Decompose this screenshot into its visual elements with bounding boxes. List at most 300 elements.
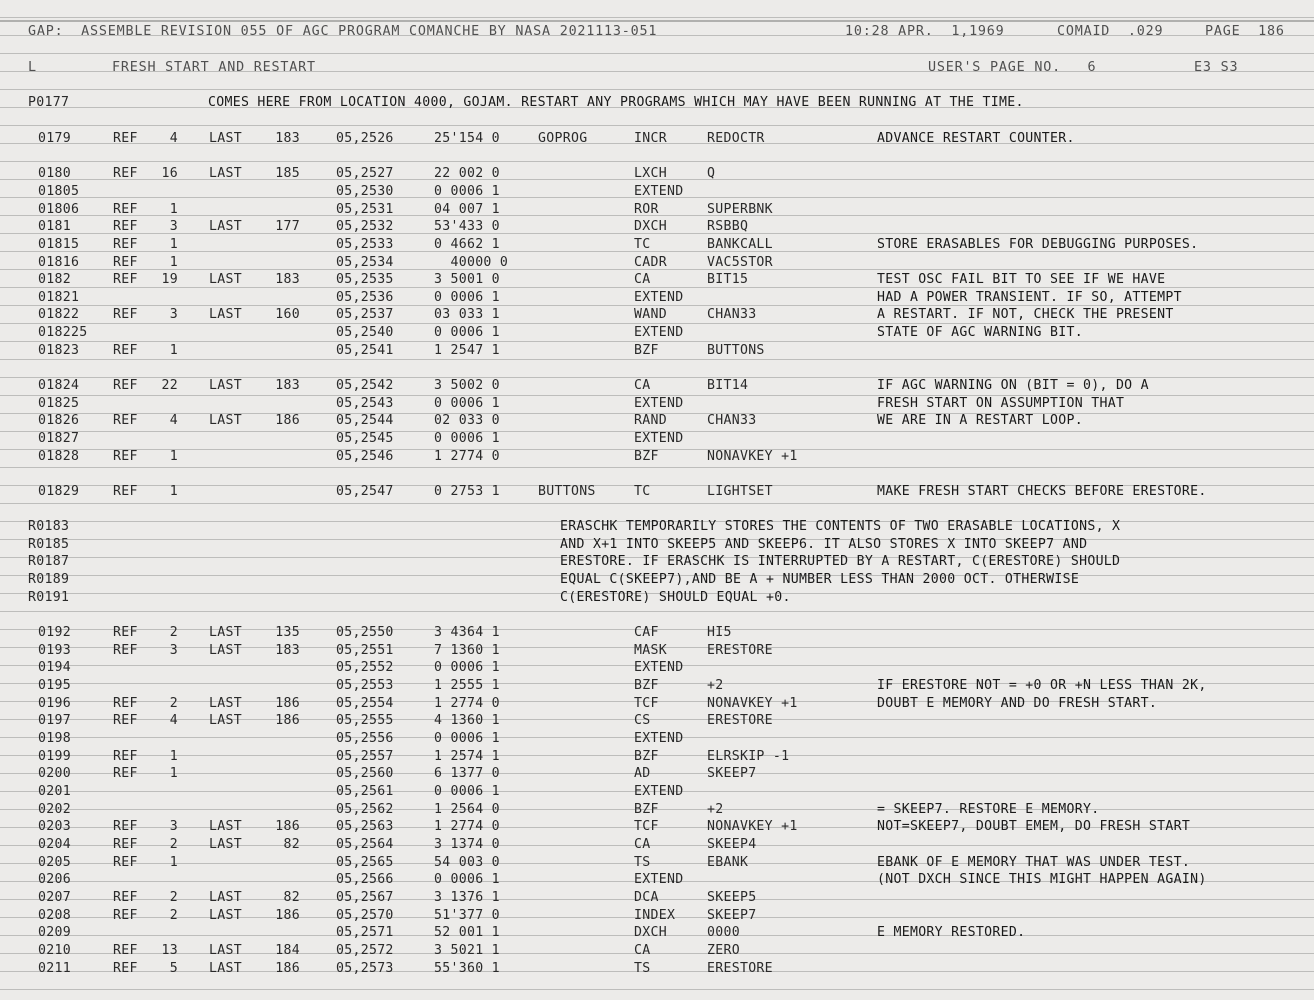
comment: WE ARE IN A RESTART LOOP. [877,413,1083,428]
octal-value: 25'154 0 [434,131,500,146]
octal-value: 4 1360 1 [434,713,500,728]
operand: REDOCTR [707,131,765,146]
operand: BIT15 [707,272,749,287]
last-keyword: LAST [209,908,242,923]
remark-id: R0191 [28,590,70,605]
opcode: CAF [634,625,659,640]
line-number: 01826 [38,413,80,428]
ref-count: 1 [169,237,178,252]
operand: NONAVKEY +1 [707,449,798,464]
opcode: CA [634,272,651,287]
operand: SKEEP7 [707,908,757,923]
opcode: BZF [634,449,659,464]
last-number: 183 [275,643,300,658]
address: 05,2573 [336,961,394,976]
address: 05,2543 [336,396,394,411]
ref-keyword: REF [113,166,138,181]
octal-value: 0 0006 1 [434,731,500,746]
address: 05,2564 [336,837,394,852]
last-keyword: LAST [209,890,242,905]
comment: EBANK OF E MEMORY THAT WAS UNDER TEST. [877,855,1191,870]
ref-count: 1 [169,766,178,781]
line-number: 0197 [38,713,71,728]
octal-value: 53'433 0 [434,219,500,234]
operand: VAC5STOR [707,255,773,270]
address: 05,2534 [336,255,394,270]
ref-count: 4 [169,713,178,728]
line-number: 01821 [38,290,80,305]
operand: CHAN33 [707,413,757,428]
octal-value: 1 2555 1 [434,678,500,693]
opcode: TCF [634,696,659,711]
last-keyword: LAST [209,819,242,834]
line-number: 0208 [38,908,71,923]
comment: HAD A POWER TRANSIENT. IF SO, ATTEMPT [877,290,1182,305]
address: 05,2547 [336,484,394,499]
operand: SKEEP4 [707,837,757,852]
ref-count: 2 [169,625,178,640]
address: 05,2545 [336,431,394,446]
paper-fold [0,20,1314,22]
address: 05,2561 [336,784,394,799]
address: 05,2572 [336,943,394,958]
last-keyword: LAST [209,643,242,658]
opcode: BZF [634,678,659,693]
operand: +2 [707,678,724,693]
last-number: 186 [275,413,300,428]
last-keyword: LAST [209,378,242,393]
octal-value: 0 0006 1 [434,184,500,199]
comment: MAKE FRESH START CHECKS BEFORE ERESTORE. [877,484,1207,499]
address: 05,2556 [336,731,394,746]
address: 05,2553 [336,678,394,693]
octal-value: 03 033 1 [434,307,500,322]
opcode: ROR [634,202,659,217]
ref-count: 1 [169,255,178,270]
comment: A RESTART. IF NOT, CHECK THE PRESENT [877,307,1174,322]
line-number: 0199 [38,749,71,764]
last-number: 183 [275,272,300,287]
last-number: 82 [283,837,300,852]
last-number: 177 [275,219,300,234]
last-number: 186 [275,961,300,976]
address: 05,2552 [336,660,394,675]
ref-keyword: REF [113,343,138,358]
ref-keyword: REF [113,855,138,870]
last-number: 186 [275,819,300,834]
ref-keyword: REF [113,131,138,146]
octal-value: 7 1360 1 [434,643,500,658]
octal-value: 0 4662 1 [434,237,500,252]
octal-value: 3 5002 0 [434,378,500,393]
line-number: 01825 [38,396,80,411]
line-number: 0207 [38,890,71,905]
remark-id: R0187 [28,554,70,569]
opcode: BZF [634,749,659,764]
last-keyword: LAST [209,219,242,234]
line-number: 01829 [38,484,80,499]
operand: EBANK [707,855,749,870]
ref-keyword: REF [113,449,138,464]
octal-value: 1 2774 0 [434,696,500,711]
octal-value: 1 2564 0 [434,802,500,817]
ref-keyword: REF [113,713,138,728]
last-number: 183 [275,378,300,393]
line-number: 01816 [38,255,80,270]
line-number: 01827 [38,431,80,446]
remark-text: AND X+1 INTO SKEEP5 AND SKEEP6. IT ALSO STORES X INTO SKEEP7 AND [560,537,1088,552]
octal-value: 1 2547 1 [434,343,500,358]
opcode: TC [634,484,651,499]
symbol-label: BUTTONS [538,484,596,499]
ref-count: 1 [169,484,178,499]
ref-count: 2 [169,890,178,905]
address: 05,2533 [336,237,394,252]
remark-id: R0183 [28,519,70,534]
octal-value: 0 0006 1 [434,660,500,675]
ref-keyword: REF [113,696,138,711]
address: 05,2544 [336,413,394,428]
last-number: 186 [275,908,300,923]
address: 05,2563 [336,819,394,834]
opcode: LXCH [634,166,667,181]
comment: TEST OSC FAIL BIT TO SEE IF WE HAVE [877,272,1166,287]
header-comaid: COMAID .029 [1057,24,1164,39]
comment: IF ERESTORE NOT = +0 OR +N LESS THAN 2K, [877,678,1207,693]
symbol-label: GOPROG [538,131,588,146]
octal-value: 54 003 0 [434,855,500,870]
line-number: 0198 [38,731,71,746]
intro-text: COMES HERE FROM LOCATION 4000, GOJAM. RESTART ANY PROGRAMS WHICH MAY HAVE BEEN RUNNING AT THE TIME. [208,95,1024,110]
ref-keyword: REF [113,237,138,252]
octal-value: 3 1376 1 [434,890,500,905]
ref-keyword: REF [113,272,138,287]
ref-keyword: REF [113,943,138,958]
operand: ZERO [707,943,740,958]
ref-keyword: REF [113,643,138,658]
opcode: EXTEND [634,396,684,411]
address: 05,2540 [336,325,394,340]
address: 05,2546 [336,449,394,464]
octal-value: 0 0006 1 [434,325,500,340]
octal-value: 1 2774 0 [434,819,500,834]
line-number: 0195 [38,678,71,693]
opcode: DCA [634,890,659,905]
opcode: TS [634,855,651,870]
remark-text: ERESTORE. IF ERASCHK IS INTERRUPTED BY A RESTART, C(ERESTORE) SHOULD [560,554,1121,569]
opcode: AD [634,766,651,781]
comment: FRESH START ON ASSUMPTION THAT [877,396,1125,411]
operand: ELRSKIP -1 [707,749,790,764]
comment: DOUBT E MEMORY AND DO FRESH START. [877,696,1158,711]
address: 05,2537 [336,307,394,322]
comment: = SKEEP7. RESTORE E MEMORY. [877,802,1100,817]
address: 05,2551 [336,643,394,658]
last-keyword: LAST [209,131,242,146]
ref-count: 2 [169,696,178,711]
last-keyword: LAST [209,943,242,958]
octal-value: 3 5021 1 [434,943,500,958]
octal-value: 22 002 0 [434,166,500,181]
octal-value: 1 2574 1 [434,749,500,764]
ref-count: 3 [169,643,178,658]
opcode: BZF [634,802,659,817]
address: 05,2555 [336,713,394,728]
ref-count: 19 [161,272,178,287]
address: 05,2531 [336,202,394,217]
address: 05,2527 [336,166,394,181]
octal-value: 0 0006 1 [434,290,500,305]
opcode: CA [634,378,651,393]
opcode: CA [634,837,651,852]
address: 05,2526 [336,131,394,146]
line-number: 01823 [38,343,80,358]
comment: STORE ERASABLES FOR DEBUGGING PURPOSES. [877,237,1199,252]
address: 05,2541 [336,343,394,358]
opcode: RAND [634,413,667,428]
comment: (NOT DXCH SINCE THIS MIGHT HAPPEN AGAIN) [877,872,1207,887]
opcode: EXTEND [634,872,684,887]
remark-text: C(ERESTORE) SHOULD EQUAL +0. [560,590,791,605]
line-number: 0211 [38,961,71,976]
remark-text: EQUAL C(SKEEP7),AND BE A + NUMBER LESS THAN 2000 OCT. OTHERWISE [560,572,1080,587]
ref-keyword: REF [113,202,138,217]
address: 05,2557 [336,749,394,764]
last-keyword: LAST [209,166,242,181]
ref-keyword: REF [113,749,138,764]
line-number: 01828 [38,449,80,464]
operand: ERESTORE [707,961,773,976]
opcode: CS [634,713,651,728]
operand: ERESTORE [707,713,773,728]
ref-keyword: REF [113,625,138,640]
opcode: TS [634,961,651,976]
last-number: 186 [275,696,300,711]
line-number: 0193 [38,643,71,658]
operand: +2 [707,802,724,817]
ref-count: 2 [169,908,178,923]
address: 05,2536 [336,290,394,305]
subheader-users-page: USER'S PAGE NO. 6 [928,60,1097,75]
operand: SKEEP5 [707,890,757,905]
opcode: EXTEND [634,784,684,799]
address: 05,2570 [336,908,394,923]
octal-value: 52 001 1 [434,925,500,940]
operand: 0000 [707,925,740,940]
address: 05,2571 [336,925,394,940]
octal-value: 40000 0 [434,255,509,270]
operand: BIT14 [707,378,749,393]
remark-id: R0189 [28,572,70,587]
line-number: 01805 [38,184,80,199]
intro-id: P0177 [28,95,70,110]
opcode: BZF [634,343,659,358]
last-keyword: LAST [209,713,242,728]
line-number: 0182 [38,272,71,287]
address: 05,2530 [336,184,394,199]
address: 05,2565 [336,855,394,870]
ref-keyword: REF [113,766,138,781]
last-number: 184 [275,943,300,958]
opcode: EXTEND [634,431,684,446]
opcode: DXCH [634,219,667,234]
last-number: 183 [275,131,300,146]
ref-keyword: REF [113,219,138,234]
header-title: GAP: ASSEMBLE REVISION 055 OF AGC PROGRAM COMANCHE BY NASA 2021113-051 [28,24,658,39]
line-number: 0202 [38,802,71,817]
octal-value: 1 2774 0 [434,449,500,464]
octal-value: 0 2753 1 [434,484,500,499]
ref-count: 3 [169,819,178,834]
ref-count: 4 [169,413,178,428]
line-number: 0206 [38,872,71,887]
operand: RSBBQ [707,219,749,234]
address: 05,2550 [336,625,394,640]
octal-value: 55'360 1 [434,961,500,976]
header-page: PAGE 186 [1205,24,1285,39]
ref-keyword: REF [113,908,138,923]
line-number: 0203 [38,819,71,834]
ref-count: 1 [169,202,178,217]
last-keyword: LAST [209,413,242,428]
operand: HI5 [707,625,732,640]
line-number: 0201 [38,784,71,799]
opcode: CADR [634,255,667,270]
ref-count: 5 [169,961,178,976]
last-number: 186 [275,713,300,728]
operand: BUTTONS [707,343,765,358]
ref-count: 1 [169,449,178,464]
comment: STATE OF AGC WARNING BIT. [877,325,1083,340]
octal-value: 0 0006 1 [434,396,500,411]
ref-count: 22 [161,378,178,393]
header-datetime: 10:28 APR. 1,1969 [845,24,1005,39]
remark-id: R0185 [28,537,70,552]
ref-count: 1 [169,749,178,764]
octal-value: 6 1377 0 [434,766,500,781]
ref-count: 1 [169,855,178,870]
line-number: 01806 [38,202,80,217]
address: 05,2560 [336,766,394,781]
line-number: 01824 [38,378,80,393]
octal-value: 3 5001 0 [434,272,500,287]
operand: BANKCALL [707,237,773,252]
last-keyword: LAST [209,837,242,852]
address: 05,2562 [336,802,394,817]
ref-keyword: REF [113,255,138,270]
ref-count: 3 [169,219,178,234]
line-number: 018225 [38,325,88,340]
line-number: 0192 [38,625,71,640]
last-number: 160 [275,307,300,322]
octal-value: 0 0006 1 [434,431,500,446]
comment: ADVANCE RESTART COUNTER. [877,131,1075,146]
ref-keyword: REF [113,378,138,393]
operand: SKEEP7 [707,766,757,781]
ref-count: 13 [161,943,178,958]
ref-keyword: REF [113,484,138,499]
opcode: MASK [634,643,667,658]
opcode: TCF [634,819,659,834]
operand: CHAN33 [707,307,757,322]
ref-keyword: REF [113,819,138,834]
opcode: INCR [634,131,667,146]
line-number: 0210 [38,943,71,958]
octal-value: 3 1374 0 [434,837,500,852]
subheader-section: FRESH START AND RESTART [112,60,316,75]
last-number: 185 [275,166,300,181]
last-keyword: LAST [209,272,242,287]
last-keyword: LAST [209,961,242,976]
line-number: 0196 [38,696,71,711]
subheader-code: E3 S3 [1194,60,1239,75]
opcode: EXTEND [634,184,684,199]
ref-keyword: REF [113,307,138,322]
line-number: 0179 [38,131,71,146]
ref-count: 3 [169,307,178,322]
line-number: 01822 [38,307,80,322]
ref-count: 2 [169,837,178,852]
operand: NONAVKEY +1 [707,696,798,711]
last-keyword: LAST [209,625,242,640]
opcode: DXCH [634,925,667,940]
opcode: EXTEND [634,290,684,305]
comment: IF AGC WARNING ON (BIT = 0), DO A [877,378,1149,393]
address: 05,2567 [336,890,394,905]
line-number: 0181 [38,219,71,234]
octal-value: 3 4364 1 [434,625,500,640]
opcode: EXTEND [634,325,684,340]
operand: ERESTORE [707,643,773,658]
ref-count: 1 [169,343,178,358]
address: 05,2554 [336,696,394,711]
opcode: EXTEND [634,731,684,746]
address: 05,2542 [336,378,394,393]
octal-value: 04 007 1 [434,202,500,217]
ref-keyword: REF [113,890,138,905]
operand: LIGHTSET [707,484,773,499]
opcode: EXTEND [634,660,684,675]
address: 05,2566 [336,872,394,887]
ref-keyword: REF [113,413,138,428]
line-number: 0205 [38,855,71,870]
last-keyword: LAST [209,696,242,711]
operand: NONAVKEY +1 [707,819,798,834]
octal-value: 0 0006 1 [434,784,500,799]
line-number: 0200 [38,766,71,781]
ref-keyword: REF [113,837,138,852]
line-number: 0209 [38,925,71,940]
ref-keyword: REF [113,961,138,976]
remark-text: ERASCHK TEMPORARILY STORES THE CONTENTS OF TWO ERASABLE LOCATIONS, X [560,519,1121,534]
comment: E MEMORY RESTORED. [877,925,1026,940]
octal-value: 02 033 0 [434,413,500,428]
address: 05,2532 [336,219,394,234]
last-number: 135 [275,625,300,640]
operand: Q [707,166,716,181]
opcode: CA [634,943,651,958]
opcode: INDEX [634,908,676,923]
octal-value: 51'377 0 [434,908,500,923]
operand: SUPERBNK [707,202,773,217]
line-number: 0204 [38,837,71,852]
ref-count: 16 [161,166,178,181]
line-number: 0180 [38,166,71,181]
address: 05,2535 [336,272,394,287]
line-number: 01815 [38,237,80,252]
line-number: 0194 [38,660,71,675]
opcode: TC [634,237,651,252]
